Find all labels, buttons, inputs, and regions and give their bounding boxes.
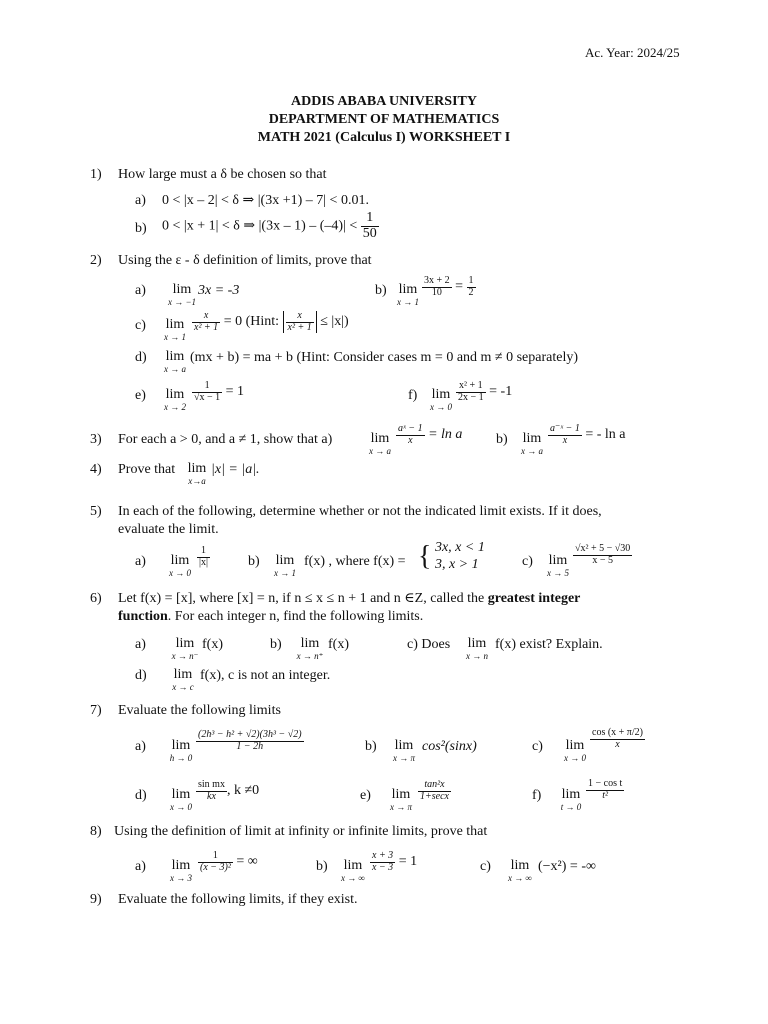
lim-word: lim bbox=[565, 738, 585, 753]
q8-b-den: x − 3 bbox=[372, 861, 394, 873]
lim-word: lim bbox=[171, 858, 191, 873]
q5-a-fraction bbox=[197, 546, 210, 568]
q2-b-eq: = bbox=[455, 279, 464, 295]
q7-e-den: 1+secx bbox=[420, 790, 449, 802]
q7-a-den: 1 − 2h bbox=[236, 740, 264, 752]
q5-b-case1: 3x, x < 1 bbox=[434, 540, 485, 555]
q3-b-lim bbox=[517, 432, 547, 456]
q2-f-num: x² + 1 bbox=[456, 381, 486, 393]
q7-d-lim bbox=[166, 788, 196, 812]
q6-d-label: d) bbox=[135, 668, 147, 683]
q8-number: 8) bbox=[90, 824, 102, 839]
q2-e-sub: x → 2 bbox=[164, 401, 186, 412]
q8-a-label: a) bbox=[135, 859, 146, 874]
q2-c-eq: = 0 (Hint: bbox=[223, 314, 280, 330]
q6-a-sub: x → n⁻ bbox=[171, 650, 199, 661]
q7-d-sub: x → 0 bbox=[170, 801, 192, 812]
lim-word: lim bbox=[431, 387, 451, 402]
q8-b-sub: x → ∞ bbox=[341, 872, 365, 883]
q3-a-fraction bbox=[396, 424, 425, 446]
q5-number: 5) bbox=[90, 504, 102, 519]
q2-c-hint-fraction bbox=[286, 311, 314, 333]
q7-a-sub: h → 0 bbox=[169, 752, 193, 763]
lim-word: lim bbox=[300, 636, 320, 651]
q2-f-lim bbox=[426, 388, 456, 412]
q2-b-rd: 2 bbox=[468, 286, 474, 298]
q7-c-num: cos (x + π/2) bbox=[592, 727, 643, 738]
q2-e-num: 1 bbox=[192, 381, 222, 393]
q2-c-sub: x → 1 bbox=[164, 331, 186, 342]
q6-function-word: function bbox=[118, 609, 168, 624]
q5-c-expr bbox=[573, 544, 632, 566]
q7-e-lim bbox=[386, 788, 416, 812]
q2-f-den: 2x − 1 bbox=[458, 391, 484, 403]
q2-c-hn: x bbox=[286, 311, 314, 323]
q3-b-den: x bbox=[562, 434, 568, 446]
q3-b-sub: x → a bbox=[521, 445, 543, 456]
q6-line2-text: . For each integer n, find the following limits. bbox=[167, 609, 424, 624]
q6-d-expr: f(x), c is not an integer. bbox=[200, 668, 331, 683]
q7-d-num: sin mx bbox=[198, 779, 225, 790]
q8-a-fraction bbox=[198, 851, 233, 873]
q2-a-expr: 3x = -3 bbox=[198, 283, 240, 298]
q8-c-label: c) bbox=[480, 859, 491, 874]
q6-c-label: c) Does bbox=[407, 637, 451, 652]
q7-d-den: kx bbox=[207, 790, 216, 802]
q1-b-den: 50 bbox=[362, 225, 377, 241]
q2-d-sub: x → a bbox=[164, 363, 186, 374]
q8-a-sub: x → 3 bbox=[170, 872, 192, 883]
q2-f-label: f) bbox=[408, 388, 418, 403]
q2-b-fraction bbox=[422, 276, 452, 298]
q5-a-sub: x → 0 bbox=[169, 567, 191, 578]
lim-word: lim bbox=[343, 858, 363, 873]
q7-f-sub: t → 0 bbox=[560, 801, 582, 812]
lim-word: lim bbox=[275, 553, 295, 568]
q2-d-lim bbox=[160, 350, 190, 374]
q5-c-den: x − 5 bbox=[592, 554, 613, 566]
q9-number: 9) bbox=[90, 892, 102, 907]
q5-text-line2: evaluate the limit. bbox=[118, 522, 219, 537]
q5-text-line1: In each of the following, determine whether or not the indicated limit exists. If it does, bbox=[118, 504, 602, 519]
q7-c-den: x bbox=[615, 738, 620, 750]
lim-word: lim bbox=[391, 787, 411, 802]
q2-text: Using the ε - δ definition of limits, prove that bbox=[118, 253, 372, 268]
lim-word: lim bbox=[394, 738, 414, 753]
q2-a-sub: x → −1 bbox=[167, 296, 197, 307]
q2-c-label: c) bbox=[135, 318, 146, 333]
lim-word: lim bbox=[467, 636, 487, 651]
lim-word: lim bbox=[171, 787, 191, 802]
q6-c-sub: x → n bbox=[466, 650, 488, 661]
q6-b-expr: f(x) bbox=[328, 637, 349, 652]
q7-e-label: e) bbox=[360, 788, 371, 803]
q7-number: 7) bbox=[90, 703, 102, 718]
lim-word: lim bbox=[165, 349, 185, 364]
q7-b-sub: x → π bbox=[392, 752, 415, 763]
q3-a-eq: = ln a bbox=[428, 427, 463, 443]
q5-c-label: c) bbox=[522, 554, 533, 569]
q7-f-expr bbox=[586, 779, 624, 801]
q6-a-expr: f(x) bbox=[202, 637, 223, 652]
q6-line1 bbox=[118, 591, 580, 607]
q1-b-num: 1 bbox=[361, 211, 379, 227]
q3-b-num: a⁻ˣ − 1 bbox=[550, 423, 580, 434]
q6-line1-text: Let f(x) = [x], where [x] = n, if n ≤ x ≤ n + 1 and n ∈Z, called the bbox=[118, 591, 488, 606]
q3-a-lim bbox=[365, 432, 395, 456]
q6-line2 bbox=[118, 609, 423, 625]
q7-a-expr bbox=[196, 730, 304, 752]
q7-a-fraction bbox=[196, 730, 304, 752]
q5-b-lim bbox=[270, 554, 300, 578]
q7-c-sub: x → 0 bbox=[564, 752, 586, 763]
q2-b-num: 3x + 2 bbox=[424, 275, 450, 286]
q6-b-sub: x → n⁺ bbox=[296, 650, 324, 661]
academic-year: Ac. Year: 2024/25 bbox=[585, 45, 680, 60]
lim-word: lim bbox=[510, 858, 530, 873]
q8-a-num: 1 bbox=[198, 851, 233, 863]
q7-f-num: 1 − cos t bbox=[588, 778, 623, 789]
q7-f-fraction bbox=[586, 779, 624, 801]
q8-b-lim bbox=[338, 859, 368, 883]
q7-e-expr bbox=[418, 780, 451, 802]
q2-c-hint-abs bbox=[283, 311, 317, 333]
q8-a-lim bbox=[166, 859, 196, 883]
q8-b-num: x + 3 bbox=[372, 850, 394, 861]
q5-b-case2: 3, x > 1 bbox=[434, 556, 479, 572]
q5-b-case-list bbox=[435, 540, 485, 574]
q2-c-lim bbox=[160, 318, 190, 342]
q7-a-num: (2h³ − h² + √2)(3h³ − √2) bbox=[198, 729, 302, 740]
q8-a-den: (x − 3)² bbox=[200, 861, 231, 873]
q5-b-expr: f(x) , where f(x) = bbox=[304, 554, 406, 569]
q2-e-fraction bbox=[192, 381, 222, 403]
q8-b-expr bbox=[370, 851, 417, 873]
lim-word: lim bbox=[548, 553, 568, 568]
q5-a-expr bbox=[197, 546, 210, 568]
department-title: DEPARTMENT OF MATHEMATICS bbox=[268, 112, 500, 127]
q2-f-fraction bbox=[456, 381, 486, 403]
q1-b-label: b) bbox=[135, 221, 147, 236]
q7-b-lim bbox=[389, 739, 419, 763]
q6-b-lim bbox=[293, 637, 327, 661]
q6-number: 6) bbox=[90, 591, 102, 606]
q2-d-label: d) bbox=[135, 350, 147, 365]
q2-f-eq: = -1 bbox=[489, 384, 513, 400]
q6-d-sub: x → c bbox=[172, 681, 194, 692]
q1-b-expr bbox=[162, 211, 379, 241]
q3-b-fraction bbox=[548, 424, 582, 446]
q1-number: 1) bbox=[90, 167, 102, 182]
q3-b-label: b) bbox=[496, 432, 508, 447]
lim-word: lim bbox=[370, 431, 390, 446]
q6-c-lim bbox=[462, 637, 492, 661]
q6-d-lim bbox=[168, 668, 198, 692]
q6-c-expr: f(x) exist? Explain. bbox=[495, 637, 603, 652]
q7-c-expr bbox=[590, 728, 645, 750]
q3-b-eq: = - ln a bbox=[585, 427, 626, 443]
left-brace-icon: { bbox=[418, 540, 432, 572]
q8-c-sub: x → ∞ bbox=[508, 872, 532, 883]
q7-f-lim bbox=[556, 788, 586, 812]
q3-a-expr bbox=[396, 424, 462, 446]
q5-c-sub: x → 5 bbox=[547, 567, 569, 578]
q3-a-num: aˣ − 1 bbox=[398, 423, 423, 434]
q4-lim bbox=[185, 462, 209, 486]
q6-b-label: b) bbox=[270, 637, 282, 652]
q7-text: Evaluate the following limits bbox=[118, 703, 281, 718]
q2-c-fraction bbox=[192, 311, 220, 333]
q2-a-label: a) bbox=[135, 283, 146, 298]
q8-a-eq: = ∞ bbox=[236, 854, 258, 870]
q4-expr: |x| = |a|. bbox=[211, 462, 260, 477]
q1-a-label: a) bbox=[135, 193, 146, 208]
q6-a-lim bbox=[168, 637, 202, 661]
q7-d-fraction bbox=[196, 780, 227, 802]
lim-word: lim bbox=[170, 553, 190, 568]
q5-a-den: |x| bbox=[199, 556, 209, 568]
q6-a-label: a) bbox=[135, 637, 146, 652]
lim-word: lim bbox=[171, 738, 191, 753]
q1-text: How large must a δ be chosen so that bbox=[118, 167, 327, 182]
q1-b-text: 0 < |x + 1| < δ ⇒ |(3x – 1) – (–4)| < bbox=[162, 218, 358, 234]
q2-number: 2) bbox=[90, 253, 102, 268]
q2-e-expr bbox=[192, 381, 244, 403]
q9-text: Evaluate the following limits, if they exist. bbox=[118, 892, 358, 907]
q7-a-label: a) bbox=[135, 739, 146, 754]
q7-b-label: b) bbox=[365, 739, 377, 754]
q8-c-lim bbox=[505, 859, 535, 883]
lim-word: lim bbox=[175, 636, 195, 651]
lim-word: lim bbox=[398, 282, 418, 297]
lim-word: lim bbox=[172, 282, 192, 297]
q7-e-num: tan²x bbox=[418, 780, 451, 792]
q3-a-den: x bbox=[408, 434, 413, 446]
q5-a-label: a) bbox=[135, 554, 146, 569]
lim-word: lim bbox=[165, 317, 185, 332]
q2-e-den: √x − 1 bbox=[194, 391, 221, 403]
q7-e-fraction bbox=[418, 780, 451, 802]
q7-c-fraction bbox=[590, 728, 645, 750]
q2-c-hd: x² + 1 bbox=[287, 321, 312, 333]
q8-text: Using the definition of limit at infinity or infinite limits, prove that bbox=[114, 824, 488, 839]
lim-word: lim bbox=[187, 461, 207, 476]
q2-e-label: e) bbox=[135, 388, 146, 403]
q4-sub: x→a bbox=[188, 475, 206, 486]
q7-f-label: f) bbox=[532, 788, 542, 803]
q3-number: 3) bbox=[90, 432, 102, 447]
lim-word: lim bbox=[165, 387, 185, 402]
q2-d-expr: (mx + b) = ma + b (Hint: Consider cases m = 0 and m ≠ 0 separately) bbox=[190, 350, 579, 365]
q1-a-expr: 0 < |x – 2| < δ ⇒ |(3x +1) – 7| < 0.01. bbox=[162, 193, 369, 208]
q5-c-fraction bbox=[573, 544, 632, 566]
q8-b-label: b) bbox=[316, 859, 328, 874]
lim-word: lim bbox=[561, 787, 581, 802]
q2-b-label: b) bbox=[375, 283, 387, 298]
q2-b-expr bbox=[422, 276, 476, 298]
q2-b-lim bbox=[393, 283, 423, 307]
q5-b-label: b) bbox=[248, 554, 260, 569]
q2-c-tail: ≤ |x|) bbox=[320, 314, 349, 330]
q8-b-eq: = 1 bbox=[398, 854, 418, 870]
q1-b-fraction bbox=[361, 211, 379, 241]
q7-c-label: c) bbox=[532, 739, 543, 754]
q8-a-expr bbox=[198, 851, 258, 873]
q5-c-num: √x² + 5 − √30 bbox=[575, 543, 631, 554]
lim-word: lim bbox=[173, 667, 193, 682]
q5-b-sub: x → 1 bbox=[274, 567, 296, 578]
q7-c-lim bbox=[560, 739, 590, 763]
q2-b-sub: x → 1 bbox=[397, 296, 419, 307]
q5-a-num: 1 bbox=[197, 546, 210, 558]
q2-c-den: x² + 1 bbox=[194, 321, 219, 333]
q7-b-expr: cos²(sinx) bbox=[422, 739, 477, 754]
university-title: ADDIS ABABA UNIVERSITY bbox=[291, 94, 477, 109]
q3-text: For each a > 0, and a ≠ 1, show that a) bbox=[118, 432, 333, 447]
q5-c-lim bbox=[543, 554, 573, 578]
q7-f-den: t² bbox=[602, 789, 609, 801]
q5-b-cases bbox=[418, 540, 485, 574]
q7-e-sub: x → π bbox=[389, 801, 412, 812]
q7-d-label: d) bbox=[135, 788, 147, 803]
q8-c-expr: (−x²) = -∞ bbox=[538, 859, 596, 874]
q5-a-lim bbox=[165, 554, 195, 578]
q2-b-result bbox=[467, 276, 476, 298]
q6-greatest-integer: greatest integer bbox=[487, 591, 581, 606]
q7-d-tail: , k ≠0 bbox=[226, 783, 260, 799]
worksheet-title: MATH 2021 (Calculus I) WORKSHEET I bbox=[257, 130, 511, 145]
q7-d-expr bbox=[196, 780, 259, 802]
lim-word: lim bbox=[522, 431, 542, 446]
q2-e-lim bbox=[160, 388, 190, 412]
q4-number: 4) bbox=[90, 462, 102, 477]
q2-e-eq: = 1 bbox=[225, 384, 245, 400]
q3-a-sub: x → a bbox=[369, 445, 391, 456]
q2-f-sub: x → 0 bbox=[430, 401, 452, 412]
q2-f-expr bbox=[456, 381, 512, 403]
q7-a-lim bbox=[166, 739, 196, 763]
q3-b-expr bbox=[548, 424, 626, 446]
q8-b-fraction bbox=[370, 851, 395, 873]
q4-text: Prove that bbox=[118, 462, 176, 477]
q2-c-num: x bbox=[192, 311, 220, 323]
q2-b-rn: 1 bbox=[468, 275, 474, 286]
q2-c-expr bbox=[192, 311, 349, 333]
q2-b-den: 10 bbox=[431, 286, 442, 298]
